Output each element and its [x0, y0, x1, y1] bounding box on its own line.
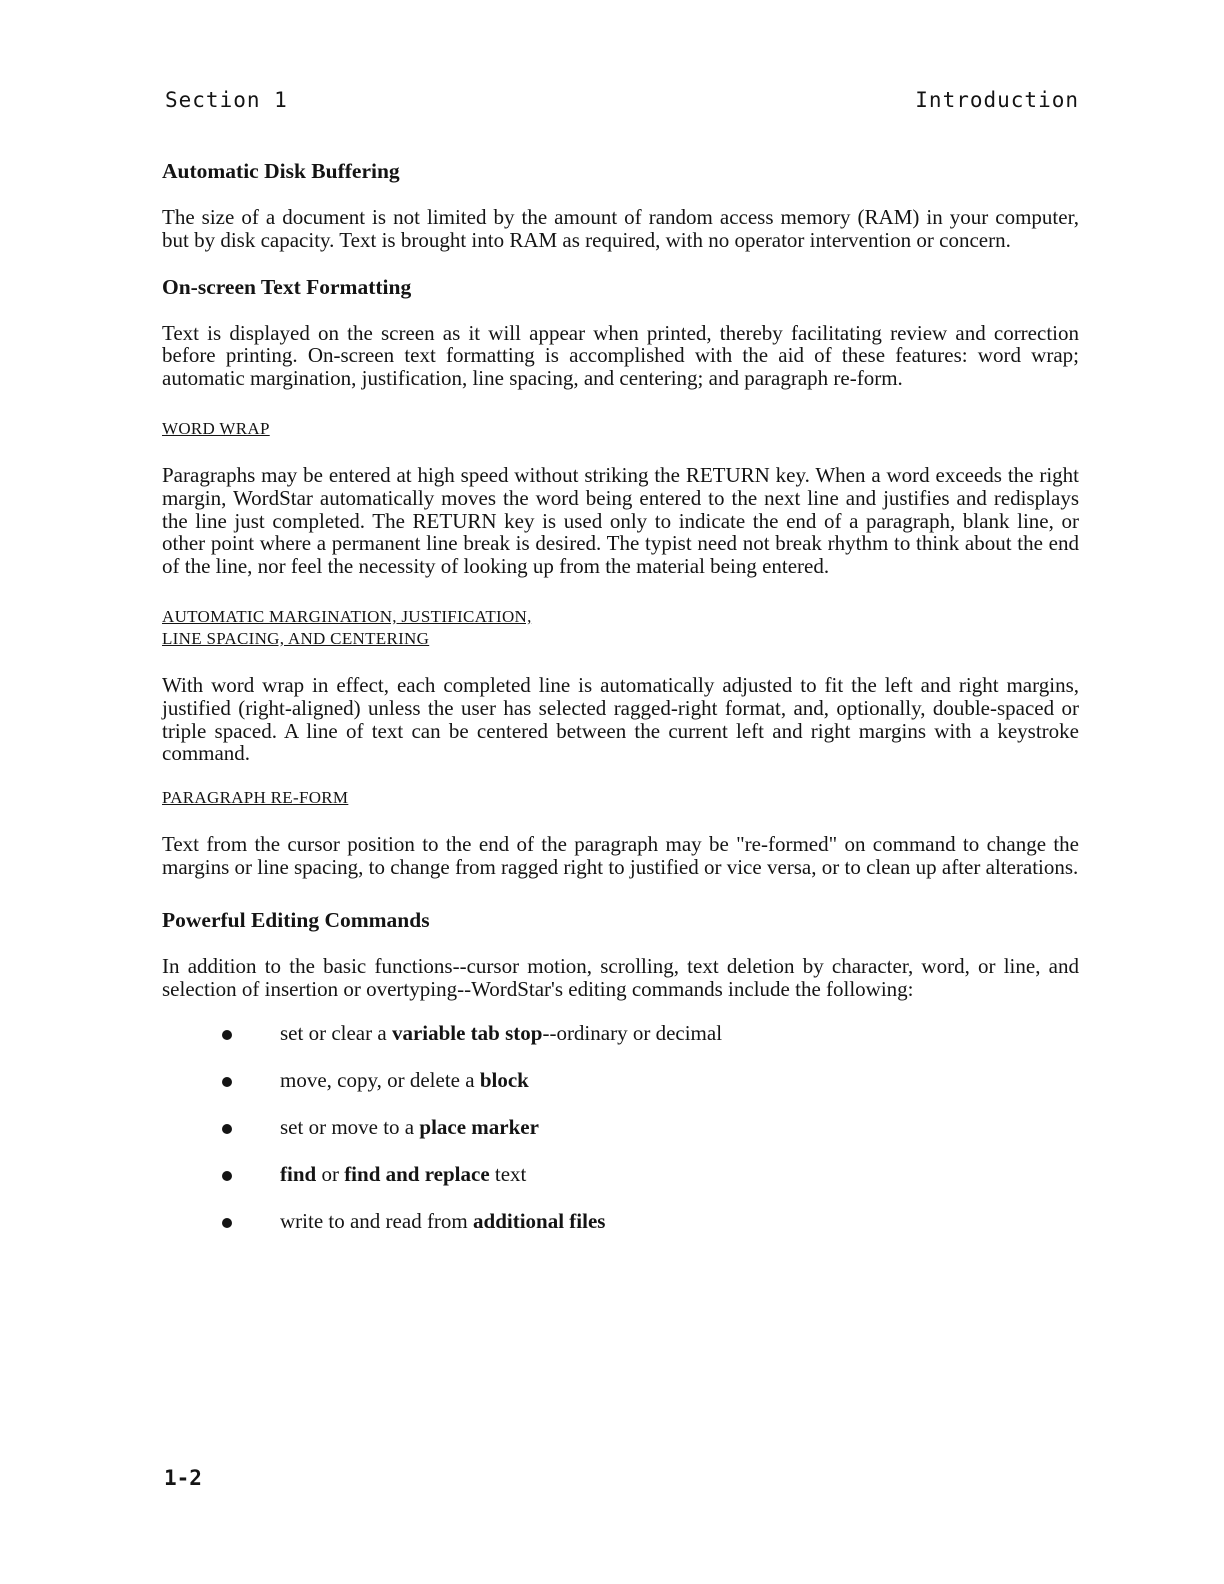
- heading-disk-buffering: Automatic Disk Buffering: [162, 159, 400, 183]
- paragraph-margination: With word wrap in effect, each completed line is automatically adjusted to fit the left and right margins, justified (right-aligned) unless the user has selected ragged-right format, and, optionally, double-spaced or triple spaced. A line of text can be centered between the current left and right margins with a keystroke command.: [162, 672, 1079, 766]
- list-item: find or find and replace text: [162, 1163, 1079, 1186]
- paragraph-text-formatting: Text is displayed on the screen as it will appear when printed, thereby facilitating review and correction before printing. On-screen text formatting is accomplished with the aid of these features: word wrap; automatic margination, justification, line spacing, and centering; and paragraph re-form.: [162, 320, 1079, 391]
- heading-text-formatting: On-screen Text Formatting: [162, 274, 412, 299]
- paragraph-paragraph-reform: Text from the cursor position to the end of the paragraph may be "re-formed" on command to change the margins or line spacing, to change from ragged right to justified or vice versa, or to clean up after alterations.: [162, 832, 1079, 879]
- editing-commands-list: [162, 1022, 1079, 1233]
- bullet-icon: [222, 1124, 232, 1134]
- paragraph-disk-buffering: The size of a document is not limited by the amount of random access memory (RAM) in your computer, but by disk capacity. Text is brought into RAM as required, with no operator intervention or concern.: [162, 205, 1079, 252]
- paragraph-editing-commands: In addition to the basic functions--cursor motion, scrolling, text deletion by character, word, or line, and selection of insertion or overtyping--WordStar's editing commands include the following:: [162, 953, 1079, 1001]
- bullet-icon: [222, 1077, 232, 1087]
- subheading-margination: [162, 606, 1079, 650]
- list-item: set or move to a place marker: [162, 1116, 1079, 1139]
- command-term: variable tab stop: [391, 1021, 543, 1046]
- command-term: additional files: [473, 1209, 606, 1234]
- page-content: [162, 158, 1079, 1257]
- header-chapter-title: Introduction: [915, 88, 1079, 112]
- page-number: 1-2: [164, 1466, 202, 1490]
- header-section-label: Section 1: [165, 88, 288, 112]
- list-item: set or clear a variable tab stop--ordinary or decimal: [162, 1022, 1079, 1045]
- command-term: place marker: [419, 1115, 539, 1140]
- heading-editing-commands: Powerful Editing Commands: [162, 907, 430, 932]
- command-term: find: [280, 1162, 317, 1187]
- list-item: write to and read from additional files: [162, 1210, 1079, 1233]
- command-term: find and replace: [344, 1162, 490, 1187]
- paragraph-word-wrap: Paragraphs may be entered at high speed without striking the RETURN key. When a word exceeds the right margin, WordStar automatically moves the word being entered to the next line and justifies and redisplays the line just completed. The RETURN key is used only to indicate the end of a paragraph, blank line, or other point where a permanent line break is desired. The typist need not break rhythm to think about the end of the line, nor feel the necessity of looking up from the material being entered.: [162, 462, 1079, 579]
- subheading-word-wrap: WORD WRAP: [162, 418, 270, 438]
- subheading-paragraph-reform: PARAGRAPH RE-FORM: [162, 788, 349, 808]
- command-term: block: [479, 1068, 529, 1093]
- running-header: [165, 88, 1079, 112]
- list-item: move, copy, or delete a block: [162, 1069, 1079, 1092]
- bullet-icon: [222, 1030, 232, 1040]
- subheading-margination-line2: LINE SPACING, AND CENTERING: [162, 628, 430, 648]
- bullet-icon: [222, 1218, 232, 1228]
- bullet-icon: [222, 1171, 232, 1181]
- subheading-margination-line1: AUTOMATIC MARGINATION, JUSTIFICATION,: [162, 606, 532, 626]
